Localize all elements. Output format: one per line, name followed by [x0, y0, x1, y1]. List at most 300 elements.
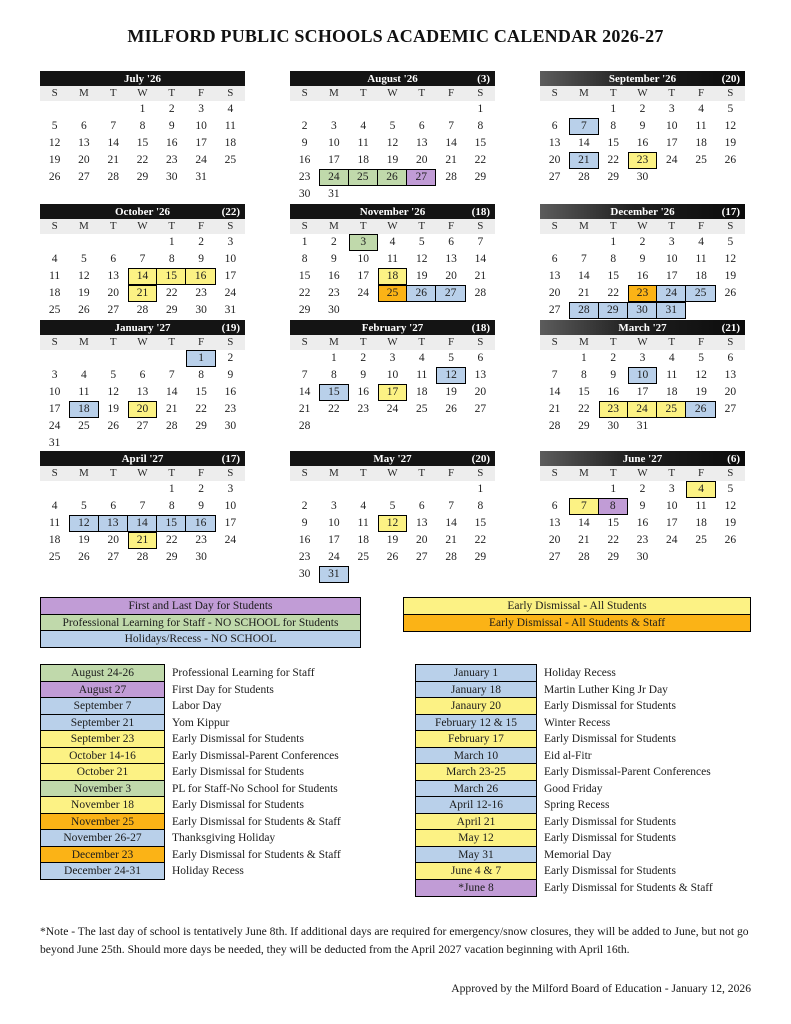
day-of-week-label: W: [137, 467, 148, 479]
day-of-week-label: M: [579, 87, 589, 99]
day-of-week-label: F: [198, 467, 205, 479]
day-cell: [99, 234, 128, 251]
day-cell: 13: [416, 517, 428, 529]
day-cell: 7: [569, 118, 598, 135]
day-cell: 6: [418, 500, 425, 512]
day-cell: 15: [157, 515, 186, 532]
day-cell: 15: [578, 386, 590, 398]
day-of-week-label: W: [637, 467, 648, 479]
day-cell: 24: [386, 403, 399, 415]
day-cell: 9: [331, 253, 337, 265]
day-cell: 5: [448, 352, 454, 364]
day-cell: 15: [474, 517, 487, 529]
month-day-count: (21): [721, 322, 740, 334]
day-cell: 22: [607, 534, 619, 546]
day-of-week-label: T: [359, 467, 367, 479]
day-cell: 24: [195, 154, 207, 166]
day-cell: 15: [607, 270, 619, 282]
event-date: Janaury 20: [415, 697, 537, 715]
day-cell: [349, 302, 378, 319]
day-cell: 22: [166, 534, 178, 546]
day-of-week-label: T: [168, 87, 176, 99]
day-cell: 18: [48, 287, 61, 299]
day-cell: 2: [198, 236, 204, 248]
day-cell: [407, 481, 436, 498]
day-cell: 16: [298, 154, 311, 166]
day-cell: 22: [166, 287, 178, 299]
day-cell: 21: [569, 152, 598, 169]
day-cell: 28: [445, 551, 457, 563]
day-cell: [69, 350, 98, 367]
day-cell: 3: [198, 103, 204, 115]
day-cell: 7: [139, 500, 146, 512]
day-cell: 11: [224, 120, 236, 132]
day-of-week-label: S: [301, 467, 308, 479]
day-of-week-label: S: [727, 467, 734, 479]
month-header: [40, 204, 245, 219]
day-cell: 25: [686, 285, 715, 302]
day-of-week-row: [290, 466, 495, 481]
day-cell: 7: [551, 369, 558, 381]
day-cell: 28: [107, 171, 119, 183]
event-list-left: [40, 664, 415, 880]
day-cell: [99, 350, 128, 367]
day-cell: 29: [607, 171, 619, 183]
day-cell: 11: [695, 253, 707, 265]
day-of-week-label: S: [551, 87, 558, 99]
days-grid: [540, 234, 745, 319]
day-cell: [436, 101, 465, 118]
day-cell: 8: [301, 253, 308, 265]
event-date: January 1: [415, 664, 537, 682]
day-cell: 1: [610, 236, 617, 248]
legend-item: Early Dismissal - All Students: [403, 597, 751, 615]
day-cell: [436, 302, 465, 319]
day-cell: 21: [166, 403, 178, 415]
day-cell: 26: [378, 169, 407, 186]
day-cell: 11: [695, 120, 707, 132]
event-row: [40, 846, 415, 864]
month-calendar: [290, 320, 495, 451]
day-of-week-label: W: [637, 336, 648, 348]
event-row: [415, 714, 751, 732]
day-cell: 21: [474, 270, 487, 282]
day-of-week-label: M: [79, 336, 89, 348]
day-of-week-label: S: [477, 336, 484, 348]
event-row: [415, 697, 751, 715]
day-cell: 20: [416, 534, 428, 546]
day-cell: [69, 481, 98, 498]
day-cell: 4: [51, 500, 58, 512]
month-calendar: [40, 451, 245, 583]
day-cell: [407, 566, 436, 583]
event-row: [415, 763, 751, 781]
event-row: [415, 862, 751, 880]
days-grid: [540, 350, 745, 435]
day-cell: 26: [724, 154, 737, 166]
legend-item: Professional Learning for Staff - NO SCHOOL for Students: [40, 614, 361, 632]
day-cell: 23: [636, 534, 649, 546]
day-cell: 27: [548, 551, 561, 563]
day-cell: 20: [548, 534, 561, 546]
event-date: August 27: [40, 681, 165, 699]
day-cell: 2: [168, 103, 175, 115]
event-date: September 7: [40, 697, 165, 715]
day-cell: 23: [224, 403, 237, 415]
day-cell: 8: [610, 253, 617, 265]
day-cell: 12: [48, 137, 61, 149]
month-calendar: [540, 320, 745, 451]
day-cell: 16: [636, 517, 649, 529]
day-cell: 29: [474, 551, 487, 563]
day-cell: 19: [724, 137, 737, 149]
day-cell: 30: [195, 304, 207, 316]
event-label: Eid al-Fitr: [544, 749, 592, 762]
day-cell: 31: [224, 304, 237, 316]
event-label: Early Dismissal-Parent Conferences: [544, 766, 711, 778]
day-cell: [157, 350, 186, 367]
day-of-week-label: F: [448, 87, 455, 99]
day-cell: 1: [477, 103, 484, 115]
day-cell: 9: [639, 500, 646, 512]
events-section: [40, 664, 751, 897]
day-cell: 29: [166, 551, 178, 563]
day-cell: 8: [610, 120, 617, 132]
day-cell: 14: [548, 386, 561, 398]
day-cell: 8: [331, 369, 337, 381]
day-cell: 23: [628, 152, 657, 169]
event-date: May 12: [415, 829, 537, 847]
days-grid: [540, 481, 745, 566]
day-cell: 12: [724, 500, 737, 512]
day-cell: 12: [436, 367, 465, 384]
day-cell: 23: [166, 154, 178, 166]
day-cell: 13: [548, 270, 561, 282]
event-date: November 25: [40, 813, 165, 831]
event-label: Early Dismissal for Students: [544, 815, 676, 828]
day-cell: 21: [445, 154, 457, 166]
day-cell: 14: [166, 386, 178, 398]
event-row: [40, 681, 415, 699]
day-cell: 5: [110, 369, 117, 381]
day-cell: 20: [128, 401, 157, 418]
day-cell: [128, 481, 157, 498]
day-cell: 18: [695, 517, 707, 529]
day-cell: 14: [578, 270, 590, 282]
days-grid: [290, 234, 495, 319]
day-cell: 15: [607, 137, 619, 149]
day-of-week-label: F: [698, 220, 705, 232]
day-cell: [290, 350, 319, 367]
day-of-week-row: [540, 219, 745, 234]
event-label: Early Dismissal for Students & Staff: [544, 881, 713, 894]
day-cell: 25: [78, 420, 90, 432]
event-label: Good Friday: [544, 782, 603, 795]
footnote: *Note - The last day of school is tentatively June 8th. If additional days are required for emergency/snow closures, they will be added to June, but not go beyond June 25th. Should more days be needed, they will be deducted from the April 2027 vacation beginning with April 16th.: [40, 924, 749, 957]
day-cell: [407, 418, 436, 435]
day-cell: [407, 186, 436, 203]
day-cell: 22: [607, 154, 619, 166]
day-of-week-label: F: [698, 336, 705, 348]
day-cell: 25: [657, 401, 686, 418]
day-cell: 19: [445, 386, 457, 398]
day-cell: 18: [357, 154, 369, 166]
day-of-week-label: M: [329, 220, 339, 232]
event-date: November 26-27: [40, 829, 165, 847]
event-date: February 12 & 15: [415, 714, 537, 732]
day-cell: 2: [610, 352, 617, 364]
day-cell: 31: [657, 302, 686, 319]
day-cell: 13: [107, 270, 119, 282]
day-of-week-label: T: [609, 220, 617, 232]
day-cell: 10: [328, 517, 340, 529]
day-cell: 28: [136, 551, 149, 563]
day-cell: 9: [639, 253, 646, 265]
day-cell: 3: [668, 236, 675, 248]
day-cell: 18: [666, 386, 678, 398]
event-label: Memorial Day: [544, 848, 612, 861]
month-header: [290, 204, 495, 219]
day-cell: 17: [666, 270, 678, 282]
day-cell: 18: [378, 268, 407, 285]
day-cell: 15: [136, 137, 149, 149]
day-of-week-label: S: [51, 87, 58, 99]
day-cell: 24: [224, 287, 237, 299]
day-cell: 18: [69, 401, 98, 418]
event-label: Thanksgiving Holiday: [172, 832, 276, 844]
event-label: Early Dismissal for Students: [172, 799, 304, 811]
day-cell: 2: [198, 483, 204, 495]
day-cell: [99, 481, 128, 498]
day-cell: 6: [418, 120, 425, 132]
day-cell: 20: [416, 154, 428, 166]
day-of-week-label: S: [51, 467, 58, 479]
day-cell: [686, 169, 715, 186]
legend-item: Holidays/Recess - NO SCHOOL: [40, 630, 361, 648]
day-cell: 30: [224, 420, 237, 432]
day-cell: [99, 101, 128, 118]
event-row: [415, 829, 751, 847]
day-cell: 1: [168, 483, 175, 495]
day-cell: 31: [328, 188, 340, 200]
month-day-count: (17): [721, 206, 740, 218]
day-cell: 13: [474, 369, 487, 381]
day-cell: [569, 234, 598, 251]
day-cell: 11: [357, 517, 369, 529]
month-day-count: (20): [471, 453, 490, 465]
day-cell: 6: [110, 253, 117, 265]
day-cell: 25: [349, 169, 378, 186]
day-of-week-label: T: [109, 467, 117, 479]
day-cell: [128, 234, 157, 251]
day-of-week-label: T: [168, 467, 176, 479]
day-cell: 20: [724, 386, 737, 398]
day-cell: [157, 435, 186, 452]
day-cell: 17: [195, 137, 207, 149]
day-cell: 14: [578, 137, 590, 149]
day-of-week-label: M: [79, 220, 89, 232]
event-label: Martin Luther King Jr Day: [544, 683, 668, 696]
day-cell: 11: [386, 253, 399, 265]
day-cell: 14: [107, 137, 119, 149]
day-of-week-label: S: [227, 336, 234, 348]
event-date: February 17: [415, 730, 537, 748]
day-cell: [378, 418, 407, 435]
day-cell: 29: [607, 551, 619, 563]
day-cell: 2: [331, 236, 337, 248]
day-cell: [349, 418, 378, 435]
day-cell: 12: [69, 515, 98, 532]
day-of-week-label: F: [698, 467, 705, 479]
day-cell: 25: [48, 551, 61, 563]
day-of-week-row: [40, 466, 245, 481]
legend-right: [403, 597, 751, 648]
day-of-week-label: T: [668, 467, 676, 479]
day-cell: 17: [48, 403, 61, 415]
event-label: Early Dismissal for Students: [544, 733, 676, 745]
event-label: Early Dismissal for Students & Staff: [172, 815, 341, 828]
day-cell: 4: [360, 500, 367, 512]
event-date: November 18: [40, 796, 165, 814]
event-date: March 23-25: [415, 763, 537, 781]
day-cell: 21: [107, 154, 119, 166]
day-cell: [40, 101, 69, 118]
day-cell: 10: [628, 367, 657, 384]
month-calendar: [40, 71, 245, 204]
day-cell: [40, 350, 69, 367]
day-cell: [540, 350, 569, 367]
day-of-week-label: S: [227, 220, 234, 232]
day-cell: 1: [610, 103, 617, 115]
day-cell: 10: [328, 137, 340, 149]
day-cell: 19: [386, 534, 399, 546]
month-header: [540, 451, 745, 466]
day-of-week-label: T: [109, 87, 117, 99]
day-cell: 19: [386, 154, 399, 166]
day-cell: [99, 435, 128, 452]
day-cell: [716, 418, 745, 435]
day-cell: [69, 101, 98, 118]
day-cell: [466, 302, 495, 319]
day-cell: 29: [166, 304, 178, 316]
day-cell: 5: [727, 103, 734, 115]
day-cell: 19: [724, 270, 737, 282]
event-row: [40, 829, 415, 847]
day-cell: 16: [298, 534, 311, 546]
day-cell: [128, 435, 157, 452]
day-cell: 19: [107, 403, 119, 415]
day-cell: 23: [195, 534, 207, 546]
day-cell: 19: [48, 154, 61, 166]
days-grid: [540, 101, 745, 186]
event-label: Yom Kippur: [172, 716, 230, 729]
day-cell: 11: [416, 369, 428, 381]
day-cell: 28: [298, 420, 311, 432]
day-cell: [40, 481, 69, 498]
month-day-count: (19): [221, 322, 240, 334]
day-of-week-label: S: [551, 336, 558, 348]
event-date: December 24-31: [40, 862, 165, 880]
day-of-week-label: S: [477, 467, 484, 479]
day-cell: [657, 169, 686, 186]
month-calendar: [290, 204, 495, 320]
day-cell: [716, 302, 745, 319]
event-date: *June 8: [415, 879, 537, 897]
day-of-week-label: F: [198, 336, 205, 348]
day-cell: 26: [724, 287, 737, 299]
day-cell: 7: [448, 500, 454, 512]
day-cell: 4: [51, 253, 58, 265]
event-date: August 24-26: [40, 664, 165, 682]
day-cell: 8: [581, 369, 587, 381]
event-label: Professional Learning for Staff: [172, 667, 315, 679]
day-cell: 27: [416, 551, 428, 563]
day-of-week-row: [40, 86, 245, 101]
day-cell: 20: [107, 534, 119, 546]
day-cell: [540, 481, 569, 498]
day-cell: 1: [186, 350, 215, 367]
day-of-week-label: S: [227, 87, 234, 99]
legend-item: First and Last Day for Students: [40, 597, 361, 615]
day-cell: [540, 234, 569, 251]
day-cell: 12: [107, 386, 119, 398]
day-of-week-row: [290, 219, 495, 234]
day-of-week-label: W: [387, 87, 398, 99]
day-cell: 1: [139, 103, 146, 115]
day-cell: 13: [445, 253, 457, 265]
day-of-week-label: M: [579, 336, 589, 348]
day-cell: [349, 186, 378, 203]
day-cell: 5: [81, 253, 87, 265]
day-of-week-row: [540, 466, 745, 481]
day-cell: 29: [298, 304, 311, 316]
day-cell: 12: [386, 137, 399, 149]
month-header: [290, 451, 495, 466]
day-cell: 18: [224, 137, 237, 149]
day-cell: [466, 418, 495, 435]
day-cell: 12: [695, 369, 707, 381]
month-header: [40, 320, 245, 335]
day-cell: 29: [136, 171, 149, 183]
day-cell: 23: [298, 171, 311, 183]
day-cell: 1: [301, 236, 308, 248]
month-calendar: [290, 451, 495, 583]
day-cell: 15: [474, 137, 487, 149]
month-day-count: (18): [471, 206, 490, 218]
day-cell: 1: [610, 483, 617, 495]
day-cell: 7: [569, 498, 598, 515]
day-of-week-label: M: [329, 467, 339, 479]
day-cell: 30: [607, 420, 619, 432]
day-cell: 24: [628, 401, 657, 418]
day-cell: 4: [698, 236, 704, 248]
day-of-week-label: W: [637, 87, 648, 99]
day-cell: [216, 169, 245, 186]
month-header: [290, 320, 495, 335]
day-cell: 3: [331, 120, 337, 132]
day-cell: 30: [298, 568, 311, 580]
day-cell: [290, 101, 319, 118]
day-cell: 17: [357, 270, 369, 282]
month-calendar: [540, 204, 745, 320]
day-cell: 10: [666, 500, 678, 512]
day-cell: 10: [48, 386, 61, 398]
day-cell: [716, 169, 745, 186]
day-cell: 23: [328, 287, 340, 299]
legend-item: Early Dismissal - All Students & Staff: [403, 614, 751, 632]
day-of-week-label: T: [668, 87, 676, 99]
day-cell: 26: [445, 403, 457, 415]
